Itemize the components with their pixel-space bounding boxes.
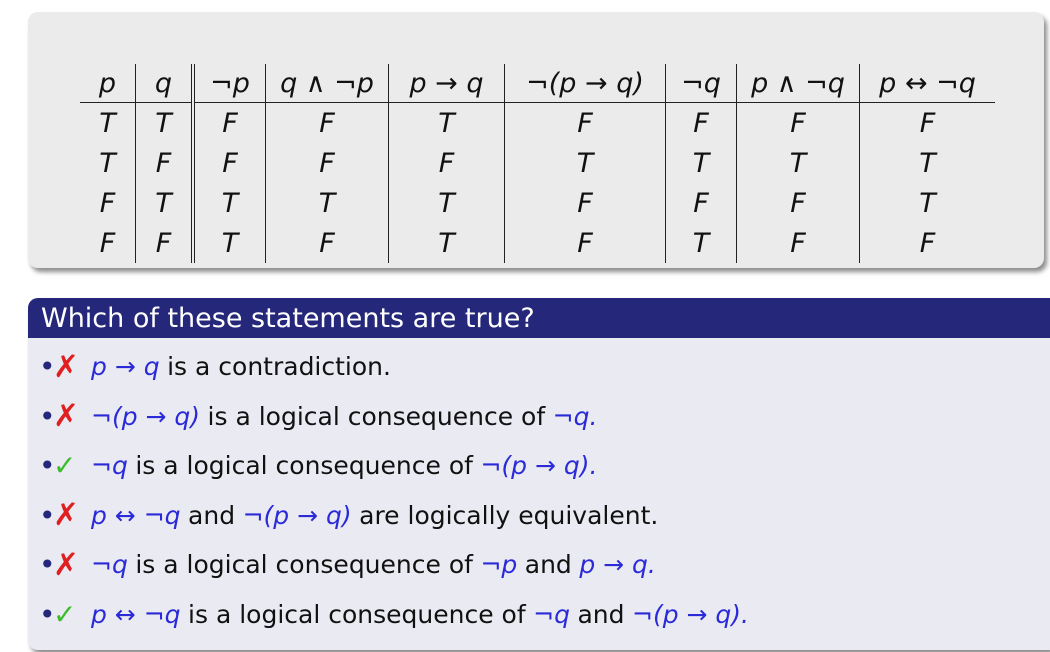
truth-table-cell: F [266,103,389,144]
truth-table-header-cell: p ↔ ¬q [860,64,996,103]
math-expression: ¬(p → q). [632,599,749,629]
statement-text: is a contradiction. [167,352,391,382]
truth-table-header-cell: ¬(p → q) [505,64,666,103]
math-expression: p → q [91,352,160,382]
truth-table-cell: T [860,143,996,183]
truth-table-body [80,103,995,264]
math-expression: p ↔ ¬q [91,500,181,530]
truth-table-header-cell: p → q [389,64,505,103]
statement-item [28,342,1050,392]
cross-icon: ✗ [53,348,79,385]
check-icon: ✓ [53,597,77,631]
bullet-icon: • [39,350,56,384]
math-expression: ¬q [533,599,570,629]
bullet-icon: • [39,597,56,631]
statement-item [28,540,1050,590]
truth-table-header-cell: ¬p [193,64,266,103]
truth-table-cell: F [99,227,116,259]
statement-list [28,338,1050,639]
truth-table-cell: F [193,103,266,144]
statement-text: and [524,550,572,580]
truth-table-cell: F [505,183,666,223]
cross-icon: ✗ [53,497,79,534]
statement-text: are logically equivalent. [359,500,659,530]
truth-table-cell: T [99,147,116,179]
truth-table-cell: T [193,223,266,263]
truth-table-cell: F [737,183,860,223]
truth-table-cell: F [666,183,737,223]
truth-table-header-cell: q ∧ ¬p [266,64,389,103]
truth-table-cell: T [266,183,389,223]
truth-table-cell: F [136,143,194,183]
truth-table-cell: F [737,103,860,144]
truth-table-cell: F [860,223,996,263]
truth-table-cell: T [389,183,505,223]
bullet-icon: • [39,399,56,433]
bullet-icon: • [39,498,56,532]
truth-table-cell: F [136,223,194,263]
cross-icon: ✗ [53,398,79,435]
math-expression: ¬q [91,550,128,580]
truth-table-cell: T [389,223,505,263]
truth-table-panel [28,12,1044,268]
truth-table-row [80,183,995,223]
math-expression: p ↔ ¬q [91,599,181,629]
truth-table-cell: F [99,187,116,219]
truth-table-cell: F [193,143,266,183]
math-expression: ¬q [91,451,128,481]
cross-icon: ✗ [53,546,79,583]
truth-table-cell: F [666,103,737,144]
truth-table-cell: F [389,143,505,183]
statement-text: is a logical consequence of [207,401,546,431]
truth-table-cell: F [266,223,389,263]
truth-table-cell: T [666,223,737,263]
truth-table-header-row [80,64,995,103]
truth-table-cell: T [666,143,737,183]
truth-table-cell: F [505,223,666,263]
truth-table-cell: F [505,103,666,144]
statement-item [28,590,1050,640]
truth-table-header-cell: p ∧ ¬q [737,64,860,103]
truth-table-cell: T [193,183,266,223]
truth-table-cell: F [266,143,389,183]
statement-text: and [577,599,625,629]
statement-text: is a logical consequence of [135,550,473,580]
truth-table-cell: T [389,103,505,144]
math-expression: ¬p [480,550,518,580]
math-expression: ¬(p → q) [242,500,352,530]
math-expression: ¬q. [552,401,598,431]
truth-table-cell: T [737,143,860,183]
question-block [28,298,1050,650]
truth-table-cell: T [99,107,116,139]
truth-table-row [80,143,995,183]
truth-table-cell: T [505,143,666,183]
truth-table-header-cell: ¬q [666,64,737,103]
truth-table-header-cell: q [136,64,194,103]
bullet-icon: • [39,548,56,582]
statement-text: and [188,500,236,530]
truth-table-header-cell: p [80,64,136,103]
statement-item [28,441,1050,491]
math-expression: ¬(p → q). [480,451,598,481]
truth-table [80,64,995,263]
truth-table-cell: T [136,103,194,144]
truth-table-cell: F [737,223,860,263]
truth-table-cell: F [860,103,996,144]
math-expression: ¬(p → q) [91,401,201,431]
statement-item [28,491,1050,541]
statement-text: is a logical consequence of [135,451,473,481]
check-icon: ✓ [53,449,77,483]
truth-table-row [80,223,995,263]
question-title: Which of these statements are true? [28,298,1050,338]
truth-table-cell: T [860,183,996,223]
statement-item [28,392,1050,442]
bullet-icon: • [39,449,56,483]
truth-table-row [80,103,995,144]
statement-text: is a logical consequence of [188,599,526,629]
math-expression: p → q. [579,550,656,580]
truth-table-cell: T [136,183,194,223]
